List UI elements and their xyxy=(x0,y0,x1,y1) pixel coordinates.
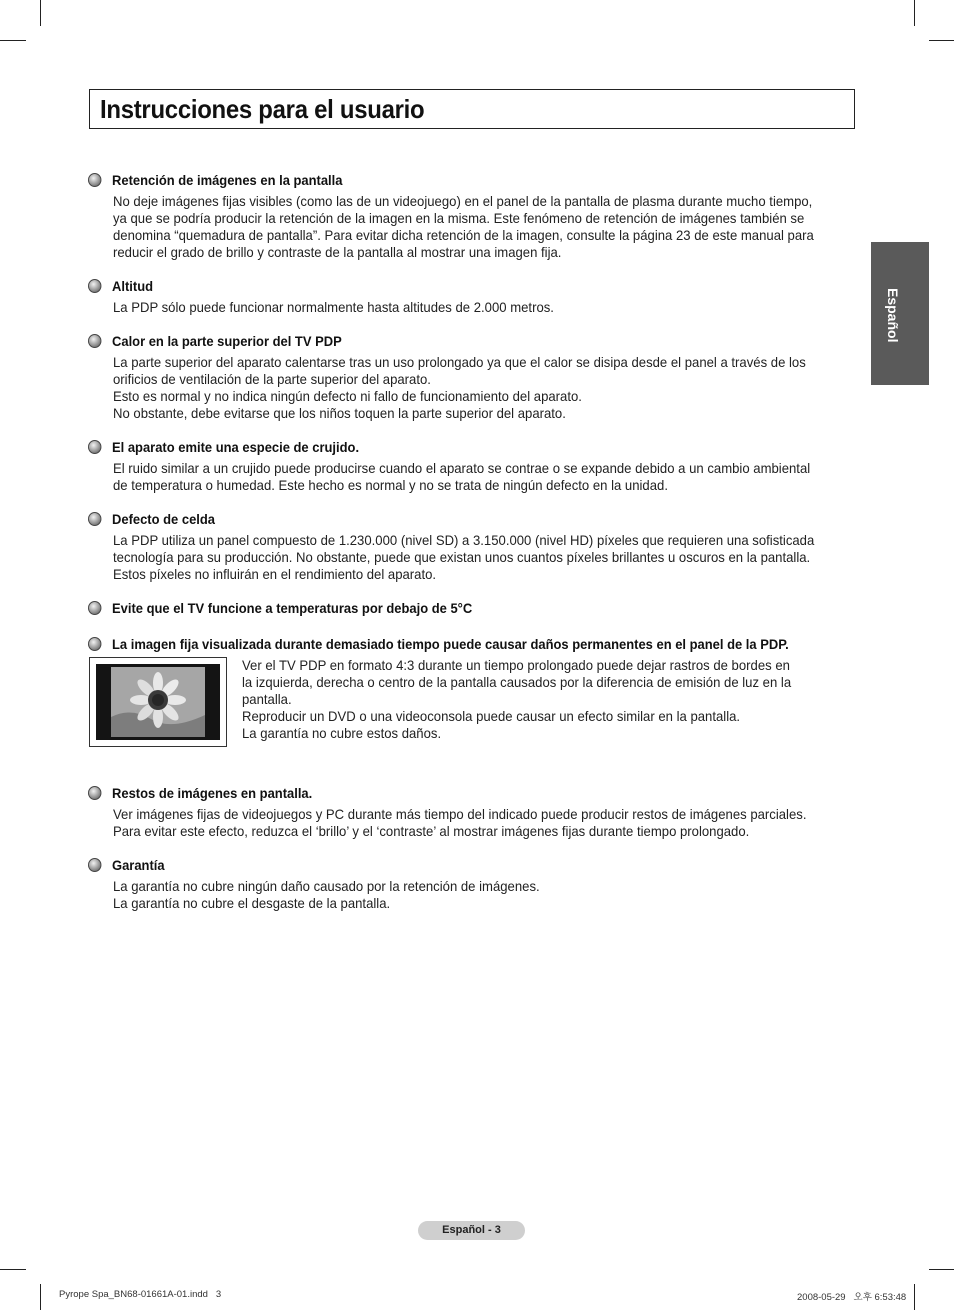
bullet-icon xyxy=(88,173,101,187)
section-still-image-damage xyxy=(88,636,848,749)
body-line: tecnología para su producción. No obstante, puede que existan unos cuantos píxeles brillantes u oscuros en la pantalla. xyxy=(113,550,811,565)
section-body xyxy=(88,878,848,912)
page-title: Instrucciones para el usuario xyxy=(100,94,425,124)
section-body xyxy=(88,354,848,422)
body-line: la izquierda, derecha o centro de la pantalla causados por la diferencia de emisión de luz en la xyxy=(242,675,792,690)
crop-mark xyxy=(0,1269,26,1270)
heading-text: Defecto de celda xyxy=(112,512,216,527)
section-body xyxy=(88,460,848,494)
section-heading xyxy=(88,439,818,457)
heading-text: Calor en la parte superior del TV PDP xyxy=(112,334,342,349)
section-heading xyxy=(88,600,818,618)
section-heading xyxy=(88,636,818,654)
illustration-row xyxy=(88,657,848,749)
section-body xyxy=(88,193,848,261)
bullet-icon xyxy=(88,637,101,651)
crop-mark xyxy=(40,1284,41,1310)
language-side-tab xyxy=(871,242,929,385)
footer-timestamp: 2008-05-29 오후 6:53:48 xyxy=(797,1292,907,1303)
section-temperature xyxy=(88,600,848,618)
section-heading xyxy=(88,278,818,296)
section-heading xyxy=(88,333,818,351)
body-line: ya que se podría producir la retención de la imagen en la misma. Este fenómeno de retención de imágenes también se xyxy=(113,211,805,226)
body-line: Para evitar este efecto, reduzca el ‘brillo’ y el ‘contraste’ al mostrar imágenes fijas durante tiempo prolongado. xyxy=(113,824,750,839)
body-line: denomina “quemadura de pantalla”. Para evitar dicha retención de la imagen, consulte la página 23 de este manual para xyxy=(113,228,814,243)
section-heat xyxy=(88,333,848,422)
bullet-icon xyxy=(88,440,101,454)
body-line: de temperatura o humedad. Este hecho es normal y no se trata de ningún defecto en la unidad. xyxy=(113,478,668,493)
section-body xyxy=(88,532,848,583)
bullet-icon xyxy=(88,858,101,872)
body-line: Ver imágenes fijas de videojuegos y PC durante más tiempo del indicado puede producir restos de imágenes parciales. xyxy=(113,807,807,822)
section-altitude xyxy=(88,278,848,316)
heading-text: El aparato emite una especie de crujido. xyxy=(112,440,360,455)
crop-mark xyxy=(914,0,915,26)
heading-text: Restos de imágenes en pantalla. xyxy=(112,786,313,801)
tv-screen xyxy=(96,664,220,740)
bullet-icon xyxy=(88,334,101,348)
sunflower-image xyxy=(111,667,205,737)
bullet-icon xyxy=(88,279,101,293)
section-warranty xyxy=(88,857,848,912)
tv-illustration xyxy=(89,657,227,747)
body-line: La garantía no cubre estos daños. xyxy=(242,726,442,741)
body-line: La parte superior del aparato calentarse tras un uso prolongado ya que el calor se disipa desde el panel a través de los xyxy=(113,355,806,370)
section-image-remnants xyxy=(88,785,848,840)
section-image-retention xyxy=(88,172,848,261)
body-line: Reproducir un DVD o una videoconsola puede causar un efecto similar en la pantalla. xyxy=(242,709,741,724)
bullet-icon xyxy=(88,786,101,800)
title-box xyxy=(89,89,855,129)
footer-file-name: Pyrope Spa_BN68-01661A-01.indd 3 xyxy=(59,1289,222,1300)
crop-mark xyxy=(914,1284,915,1310)
body-line: pantalla. xyxy=(242,692,292,707)
body-line: Estos píxeles no influirán en el rendimiento del aparato. xyxy=(113,567,437,582)
body-line: Esto es normal y no indica ningún defecto ni fallo de funcionamiento del aparato. xyxy=(113,389,582,404)
crop-mark xyxy=(0,40,26,41)
section-cracking-noise xyxy=(88,439,848,494)
heading-text: Garantía xyxy=(112,858,165,873)
section-body xyxy=(88,299,848,316)
still-image-text xyxy=(242,657,852,742)
bullet-icon xyxy=(88,601,101,615)
body-line: La garantía no cubre el desgaste de la pantalla. xyxy=(113,896,391,911)
section-heading xyxy=(88,857,818,875)
body-line: La garantía no cubre ningún daño causado por la retención de imágenes. xyxy=(113,879,540,894)
body-line: reducir el grado de brillo y contraste de la pantalla al mostrar una imagen fija. xyxy=(113,245,562,260)
body-line: La PDP sólo puede funcionar normalmente hasta altitudes de 2.000 metros. xyxy=(113,300,554,315)
language-tab-label: Español xyxy=(885,288,901,343)
sunflower-icon xyxy=(111,667,205,737)
content xyxy=(88,172,848,929)
body-line: No deje imágenes fijas visibles (como las de un videojuego) en el panel de la pantalla de plasma durante mucho tiempo, xyxy=(113,194,813,209)
body-line: El ruido similar a un crujido puede producirse cuando el aparato se contrae o se expande debido a un cambio ambiental xyxy=(113,461,811,476)
crop-mark xyxy=(929,40,954,41)
section-body xyxy=(88,806,848,840)
section-heading xyxy=(88,172,818,190)
crop-mark xyxy=(929,1269,954,1270)
heading-text: Retención de imágenes en la pantalla xyxy=(112,173,343,188)
body-line: orificios de ventilación de la parte superior del aparato. xyxy=(113,372,431,387)
page-number-badge: Español - 3 xyxy=(418,1221,525,1240)
heading-text: La imagen fija visualizada durante demasiado tiempo puede causar daños permanentes en el panel de la PDP. xyxy=(112,637,789,652)
crop-mark xyxy=(40,0,41,26)
heading-text: Evite que el TV funcione a temperaturas por debajo de 5°C xyxy=(112,601,473,616)
section-cell-defect xyxy=(88,511,848,583)
section-heading xyxy=(88,511,818,529)
section-heading xyxy=(88,785,818,803)
heading-text: Altitud xyxy=(112,279,154,294)
body-line: Ver el TV PDP en formato 4:3 durante un tiempo prolongado puede dejar rastros de bordes en xyxy=(242,658,790,673)
bullet-icon xyxy=(88,512,101,526)
body-line: La PDP utiliza un panel compuesto de 1.230.000 (nivel SD) a 3.150.000 (nivel HD) píxeles que requieren una sofisticada xyxy=(113,533,815,548)
body-line: No obstante, debe evitarse que los niños toquen la parte superior del aparato. xyxy=(113,406,566,421)
